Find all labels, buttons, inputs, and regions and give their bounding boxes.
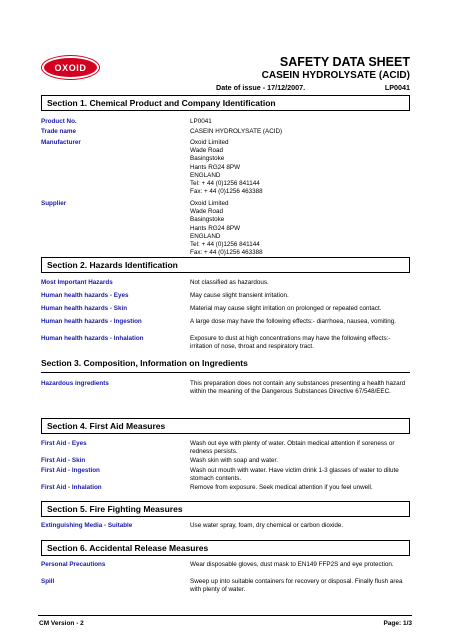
section-5-title: Section 5. Fire Fighting Measures xyxy=(47,504,183,514)
address-line: ENGLAND xyxy=(190,232,221,240)
product-no-row xyxy=(41,118,412,126)
address-line: Tel: + 44 (0)1256 841144 xyxy=(190,180,260,188)
section-1-title: Section 1. Chemical Product and Company Identification xyxy=(47,98,276,108)
address-line: Oxoid Limited xyxy=(190,139,229,146)
first-aid-row xyxy=(41,457,412,465)
hazard-value: Not classified as hazardous. xyxy=(190,279,269,286)
manufacturer-row xyxy=(41,139,412,196)
section-divider xyxy=(41,372,410,373)
page-footer xyxy=(39,620,412,627)
extinguishing-row xyxy=(41,522,412,530)
address-line: Fax: + 44 (0)1256 463388 xyxy=(190,188,263,196)
release-value: Wear disposable gloves, dust mask to EN149 FFP2S and eye protection. xyxy=(190,561,394,568)
hazard-row xyxy=(41,279,412,287)
page-number: Page: 1/3 xyxy=(383,620,412,627)
extinguishing-label: Extinguishing Media - Suitable xyxy=(41,522,133,529)
hazard-label: Human health hazards - Eyes xyxy=(41,292,129,299)
sheet-title: SAFETY DATA SHEET xyxy=(279,55,410,69)
ingredients-label: Hazardous ingredients xyxy=(41,380,109,387)
release-row xyxy=(41,561,412,569)
hazard-row xyxy=(41,305,412,313)
address-line: Basingstoke xyxy=(190,216,225,224)
section-4-header xyxy=(41,418,410,434)
section-6-header xyxy=(41,540,410,556)
hazard-value: Material may cause slight irritation on prolonged or repeated contact. xyxy=(190,305,382,312)
hazard-label: Most Important Hazards xyxy=(41,279,113,286)
hazard-label: Human health hazards - Skin xyxy=(41,305,128,312)
product-no-label: Product No. xyxy=(41,118,77,125)
section-1-header xyxy=(41,95,410,111)
address-line: Hants RG24 8PW xyxy=(190,163,241,171)
oxoid-logo xyxy=(42,56,99,79)
first-aid-value: Wash out eye with plenty of water. Obtain medical attention if soreness or redness persists. xyxy=(190,440,395,456)
product-no-value: LP0041 xyxy=(190,118,212,125)
product-title: CASEIN HYDROLYSATE (ACID) xyxy=(261,70,410,81)
hazard-value: Exposure to dust at high concentrations may have the following effects:- irritation of nose, throat and respiratory tract. xyxy=(190,335,391,351)
first-aid-row xyxy=(41,467,412,483)
address-line: Basingstoke xyxy=(190,155,225,163)
section-6-title: Section 6. Accidental Release Measures xyxy=(47,543,209,553)
supplier-row xyxy=(41,200,412,257)
first-aid-value: Wash skin with soap and water. xyxy=(190,457,278,464)
hazard-label: Human health hazards - Ingestion xyxy=(41,318,142,325)
product-code: LP0041 xyxy=(384,83,410,92)
address-line: Wade Road xyxy=(190,208,224,216)
first-aid-row xyxy=(41,440,412,456)
address-line: Oxoid Limited xyxy=(190,200,229,207)
section-2-header xyxy=(41,257,410,273)
address-line: ENGLAND xyxy=(190,171,221,179)
version-label: CM Version - 2 xyxy=(39,620,84,627)
ingredients-value: This preparation does not contain any substances presenting a health hazard within the meaning of the Dangerous Substances Directive 67/548/EEC. xyxy=(190,380,406,396)
first-aid-label: First Aid - Inhalation xyxy=(41,484,102,491)
trade-name-label: Trade name xyxy=(41,128,76,135)
release-label: Spill xyxy=(41,578,55,585)
first-aid-value: Remove from exposure. Seek medical attention if you feel unwell. xyxy=(190,484,373,491)
hazard-row xyxy=(41,318,412,326)
logo-text: OXOID xyxy=(54,62,87,73)
hazard-label: Human health hazards - Inhalation xyxy=(41,335,144,342)
date-of-issue: Date of issue - 17/12/2007. xyxy=(216,83,306,92)
manufacturer-label: Manufacturer xyxy=(41,139,81,146)
footer-divider xyxy=(38,615,412,616)
first-aid-label: First Aid - Ingestion xyxy=(41,467,100,474)
address-line: Hants RG24 8PW xyxy=(190,224,241,232)
first-aid-label: First Aid - Eyes xyxy=(41,440,87,447)
supplier-label: Supplier xyxy=(41,200,67,207)
hazard-value: A large dose may have the following effects:- diarrhoea, nausea, vomiting. xyxy=(190,318,397,325)
address-line: Fax: + 44 (0)1256 463388 xyxy=(190,249,263,257)
issue-line xyxy=(216,83,410,92)
manufacturer-address xyxy=(190,139,412,196)
section-2-title: Section 2. Hazards Identification xyxy=(47,260,178,270)
release-label: Personal Precautions xyxy=(41,561,106,568)
document-title xyxy=(262,55,410,82)
hazard-row xyxy=(41,335,412,351)
section-5-header xyxy=(41,501,410,517)
first-aid-row xyxy=(41,484,412,492)
section-3-header xyxy=(41,358,248,368)
hazard-row xyxy=(41,292,412,300)
trade-name-value: CASEIN HYDROLYSATE (ACID) xyxy=(190,128,283,135)
release-row xyxy=(41,578,412,594)
ingredients-row xyxy=(41,380,412,396)
supplier-address xyxy=(190,200,412,257)
address-line: Tel: + 44 (0)1256 841144 xyxy=(190,241,260,249)
first-aid-value: Wash out mouth with water. Have victim drink 1-3 glasses of water to dilute stomach contents. xyxy=(190,467,399,483)
extinguishing-value: Use water spray, foam, dry chemical or carbon dioxide. xyxy=(190,522,344,529)
trade-name-row xyxy=(41,128,412,136)
address-line: Wade Road xyxy=(190,147,224,155)
release-value: Sweep up into suitable containers for recovery or disposal. Finally flush area with plenty of water. xyxy=(190,578,403,594)
hazard-value: May cause slight transient irritation. xyxy=(190,292,289,299)
section-4-title: Section 4. First Aid Measures xyxy=(47,421,166,431)
first-aid-label: First Aid - Skin xyxy=(41,457,86,464)
section-3-title: Section 3. Composition, Information on Ingredients xyxy=(41,358,248,368)
